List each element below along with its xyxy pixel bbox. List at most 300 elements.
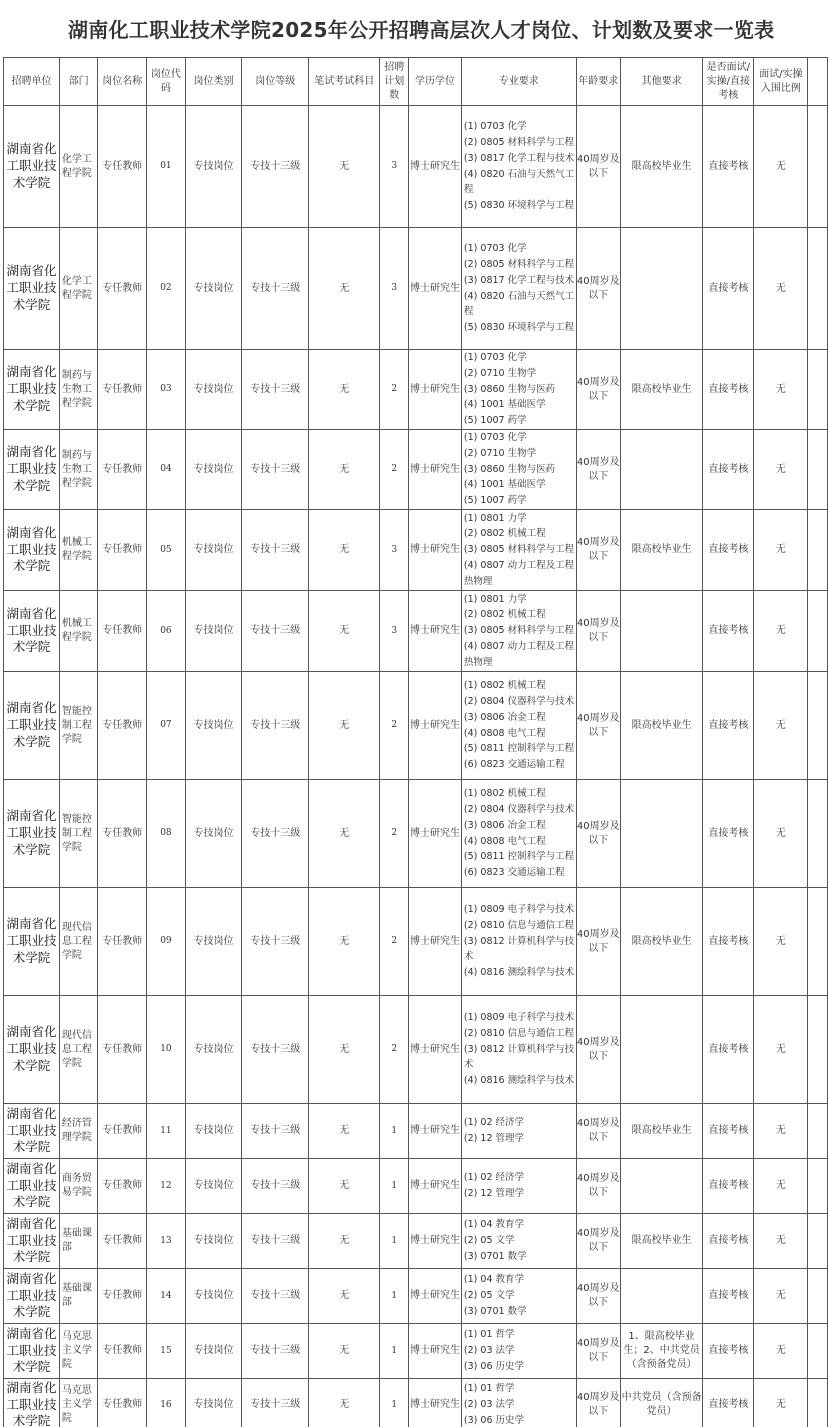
major-requirements-cell [461,888,576,996]
assess-cell: 直接考核 [703,672,754,780]
code-cell: 04 [147,430,185,510]
major-item: (3) 0701 数学 [463,1305,527,1317]
table-row [4,228,828,350]
level-cell: 专技十三级 [242,591,309,672]
ratio-cell: 无 [754,1324,808,1379]
major-item: (2) 03 法学 [463,1345,515,1357]
unit-cell: 湖南省化工职业技术学院 [4,106,60,228]
major-item: (1) 0809 电子科学与技术 [463,904,575,916]
major-item: (2) 05 文学 [463,1290,515,1302]
assess-cell: 直接考核 [703,228,754,350]
category-cell: 专技岗位 [185,1214,242,1269]
major-item: (3) 0805 材料科学与工程 [463,544,575,556]
major-item: (2) 0710 生物学 [463,447,537,459]
dept-cell: 机械工程学院 [59,591,97,672]
age-cell: 40周岁及以下 [576,228,620,350]
major-item: (2) 0804 仪器科学与技术 [463,696,575,708]
major-item: (1) 0802 机械工程 [463,680,546,692]
count-cell: 1 [380,1269,409,1324]
major-item: (1) 02 经济学 [463,1117,525,1129]
degree-cell: 博士研究生 [409,888,462,996]
age-cell: 40周岁及以下 [576,780,620,888]
level-cell: 专技十三级 [242,1269,309,1324]
count-cell: 2 [380,780,409,888]
degree-cell: 博士研究生 [409,1214,462,1269]
count-cell: 1 [380,1214,409,1269]
other-cell: 限高校毕业生 [620,510,702,591]
other-cell [620,1269,702,1324]
unit-cell: 湖南省化工职业技术学院 [4,1379,60,1427]
other-cell: 限高校毕业生 [620,106,702,228]
major-requirements-cell [461,996,576,1104]
assess-cell: 直接考核 [703,1104,754,1159]
post-cell: 专任教师 [98,1379,147,1427]
unit-cell: 湖南省化工职业技术学院 [4,228,60,350]
major-item: (5) 0811 控制科学与工程 [463,743,575,755]
level-cell: 专技十三级 [242,1104,309,1159]
cropped-edge-cell [808,996,828,1104]
ratio-cell: 无 [754,780,808,888]
assess-cell: 直接考核 [703,510,754,591]
category-cell: 专技岗位 [185,996,242,1104]
major-item: (4) 1001 基础医学 [463,399,546,411]
category-cell: 专技岗位 [185,510,242,591]
unit-cell: 湖南省化工职业技术学院 [4,1324,60,1379]
category-cell: 专技岗位 [185,350,242,430]
cropped-edge-cell [808,672,828,780]
post-cell: 专任教师 [98,1269,147,1324]
dept-cell: 制药与生物工程学院 [59,430,97,510]
code-cell: 01 [147,106,185,228]
recruitment-table [3,57,828,1427]
unit-cell: 湖南省化工职业技术学院 [4,1269,60,1324]
column-header: 面试/实操入围比例 [754,58,808,106]
post-cell: 专任教师 [98,1104,147,1159]
post-cell: 专任教师 [98,510,147,591]
ratio-cell: 无 [754,1214,808,1269]
table-row [4,591,828,672]
category-cell: 专技岗位 [185,1159,242,1214]
count-cell: 2 [380,888,409,996]
major-item: (4) 1001 基础医学 [463,479,546,491]
cropped-edge-cell [808,780,828,888]
exam-cell: 无 [309,672,380,780]
major-requirements-cell [461,1379,576,1427]
code-cell: 05 [147,510,185,591]
age-cell: 40周岁及以下 [576,106,620,228]
degree-cell: 博士研究生 [409,1324,462,1379]
column-header [808,58,828,106]
category-cell: 专技岗位 [185,1379,242,1427]
count-cell: 1 [380,1379,409,1427]
exam-cell: 无 [309,510,380,591]
cropped-edge-cell [808,591,828,672]
post-cell: 专任教师 [98,591,147,672]
age-cell: 40周岁及以下 [576,510,620,591]
major-item: (4) 0808 电气工程 [463,835,546,847]
cropped-edge-cell [808,1379,828,1427]
unit-cell: 湖南省化工职业技术学院 [4,1159,60,1214]
major-item: (2) 0804 仪器科学与技术 [463,804,575,816]
exam-cell: 无 [309,228,380,350]
column-header: 是否面试/实操/直接考核 [703,58,754,106]
degree-cell: 博士研究生 [409,228,462,350]
level-cell: 专技十三级 [242,510,309,591]
exam-cell: 无 [309,1269,380,1324]
ratio-cell: 无 [754,228,808,350]
exam-cell: 无 [309,1214,380,1269]
column-header: 岗位名称 [98,58,147,106]
count-cell: 3 [380,591,409,672]
count-cell: 3 [380,510,409,591]
major-item: (2) 0805 材料科学与工程 [463,137,575,149]
dept-cell: 智能控制工程学院 [59,780,97,888]
cropped-edge-cell [808,1159,828,1214]
major-requirements-cell [461,430,576,510]
exam-cell: 无 [309,430,380,510]
major-item: (2) 0802 机械工程 [463,609,546,621]
code-cell: 11 [147,1104,185,1159]
code-cell: 15 [147,1324,185,1379]
post-cell: 专任教师 [98,106,147,228]
age-cell: 40周岁及以下 [576,1269,620,1324]
assess-cell: 直接考核 [703,1324,754,1379]
code-cell: 06 [147,591,185,672]
assess-cell: 直接考核 [703,1379,754,1427]
table-row [4,106,828,228]
exam-cell: 无 [309,1104,380,1159]
age-cell: 40周岁及以下 [576,1379,620,1427]
cropped-edge-cell [808,888,828,996]
major-requirements-cell [461,1269,576,1324]
assess-cell: 直接考核 [703,1269,754,1324]
level-cell: 专技十三级 [242,1214,309,1269]
post-cell: 专任教师 [98,430,147,510]
assess-cell: 直接考核 [703,430,754,510]
major-item: (4) 0807 动力工程及工程热物理 [463,559,575,587]
major-item: (3) 0812 计算机科学与技术 [463,935,575,963]
degree-cell: 博士研究生 [409,672,462,780]
column-header: 笔试考试科目 [309,58,380,106]
major-item: (2) 03 法学 [463,1399,515,1411]
post-cell: 专任教师 [98,1214,147,1269]
major-item: (4) 0820 石油与天然气工程 [463,168,575,196]
column-header: 岗位等级 [242,58,309,106]
age-cell: 40周岁及以下 [576,350,620,430]
ratio-cell: 无 [754,510,808,591]
age-cell: 40周岁及以下 [576,591,620,672]
assess-cell: 直接考核 [703,780,754,888]
category-cell: 专技岗位 [185,106,242,228]
major-requirements-cell [461,1104,576,1159]
major-item: (1) 04 教育学 [463,1274,525,1286]
dept-cell: 基础课部 [59,1269,97,1324]
age-cell: 40周岁及以下 [576,1324,620,1379]
category-cell: 专技岗位 [185,1269,242,1324]
cropped-edge-cell [808,1324,828,1379]
count-cell: 2 [380,996,409,1104]
exam-cell: 无 [309,780,380,888]
major-item: (4) 0807 动力工程及工程热物理 [463,640,575,668]
exam-cell: 无 [309,888,380,996]
major-item: (4) 0816 测绘科学与技术 [463,967,575,978]
exam-cell: 无 [309,106,380,228]
major-requirements-cell [461,672,576,780]
cropped-edge-cell [808,1269,828,1324]
count-cell: 3 [380,106,409,228]
exam-cell: 无 [309,1159,380,1214]
table-row [4,1379,828,1427]
table-row [4,888,828,996]
major-item: (3) 0805 材料科学与工程 [463,625,575,637]
major-item: (2) 0710 生物学 [463,367,537,379]
age-cell: 40周岁及以下 [576,1214,620,1269]
major-item: (3) 0860 生物与医药 [463,463,556,475]
major-item: (1) 0703 化学 [463,243,527,255]
degree-cell: 博士研究生 [409,1269,462,1324]
dept-cell: 马克思主义学院 [59,1379,97,1427]
exam-cell: 无 [309,591,380,672]
other-cell [620,780,702,888]
column-header: 专业要求 [461,58,576,106]
code-cell: 09 [147,888,185,996]
post-cell: 专任教师 [98,350,147,430]
cropped-edge-cell [808,106,828,228]
ratio-cell: 无 [754,430,808,510]
exam-cell: 无 [309,1379,380,1427]
cropped-edge-cell [808,228,828,350]
major-item: (1) 0703 化学 [463,352,527,364]
column-header: 部门 [59,58,97,106]
assess-cell: 直接考核 [703,106,754,228]
major-item: (4) 0820 石油与天然气工程 [463,290,575,318]
major-item: (2) 05 文学 [463,1235,515,1247]
table-row [4,996,828,1104]
table-row [4,1104,828,1159]
table-row [4,510,828,591]
ratio-cell: 无 [754,1269,808,1324]
code-cell: 07 [147,672,185,780]
major-item: (3) 0701 数学 [463,1250,527,1262]
major-item: (6) 0823 交通运输工程 [463,866,565,878]
degree-cell: 博士研究生 [409,780,462,888]
major-requirements-cell [461,1214,576,1269]
column-header: 年龄要求 [576,58,620,106]
unit-cell: 湖南省化工职业技术学院 [4,430,60,510]
table-row [4,1159,828,1214]
other-cell [620,591,702,672]
degree-cell: 博士研究生 [409,1104,462,1159]
other-cell: 限高校毕业生 [620,350,702,430]
other-cell [620,996,702,1104]
level-cell: 专技十三级 [242,228,309,350]
unit-cell: 湖南省化工职业技术学院 [4,672,60,780]
major-item: (5) 0830 环境科学与工程 [463,199,575,211]
code-cell: 08 [147,780,185,888]
major-item: (1) 0802 机械工程 [463,788,546,800]
cropped-edge-cell [808,350,828,430]
age-cell: 40周岁及以下 [576,672,620,780]
other-cell: 中共党员（含预备党员） [620,1379,702,1427]
table-row [4,1269,828,1324]
degree-cell: 博士研究生 [409,106,462,228]
unit-cell: 湖南省化工职业技术学院 [4,591,60,672]
major-item: (4) 0808 电气工程 [463,727,546,739]
exam-cell: 无 [309,996,380,1104]
count-cell: 2 [380,672,409,780]
major-item: (1) 0801 力学 [463,512,527,524]
major-item: (1) 01 哲学 [463,1383,515,1395]
assess-cell: 直接考核 [703,888,754,996]
other-cell: 1、限高校毕业生；2、中共党员（含预备党员） [620,1324,702,1379]
column-header: 岗位类别 [185,58,242,106]
level-cell: 专技十三级 [242,1159,309,1214]
category-cell: 专技岗位 [185,1104,242,1159]
major-item: (3) 0817 化学工程与技术 [463,274,575,286]
major-item: (3) 06 历史学 [463,1414,525,1426]
degree-cell: 博士研究生 [409,430,462,510]
post-cell: 专任教师 [98,672,147,780]
level-cell: 专技十三级 [242,996,309,1104]
exam-cell: 无 [309,350,380,430]
major-item: (1) 0703 化学 [463,121,527,133]
ratio-cell: 无 [754,1104,808,1159]
level-cell: 专技十三级 [242,672,309,780]
ratio-cell: 无 [754,350,808,430]
column-header: 招聘单位 [4,58,60,106]
major-item: (2) 0805 材料科学与工程 [463,259,575,271]
age-cell: 40周岁及以下 [576,996,620,1104]
category-cell: 专技岗位 [185,888,242,996]
code-cell: 03 [147,350,185,430]
table-row [4,1324,828,1379]
degree-cell: 博士研究生 [409,350,462,430]
exam-cell: 无 [309,1324,380,1379]
post-cell: 专任教师 [98,780,147,888]
degree-cell: 博士研究生 [409,591,462,672]
unit-cell: 湖南省化工职业技术学院 [4,350,60,430]
age-cell: 40周岁及以下 [576,1104,620,1159]
category-cell: 专技岗位 [185,1324,242,1379]
column-header: 学历学位 [409,58,462,106]
level-cell: 专技十三级 [242,430,309,510]
degree-cell: 博士研究生 [409,510,462,591]
level-cell: 专技十三级 [242,888,309,996]
other-cell: 限高校毕业生 [620,888,702,996]
table-row [4,430,828,510]
cropped-edge-cell [808,510,828,591]
category-cell: 专技岗位 [185,430,242,510]
document-title: 湖南化工职业技术学院2025年公开招聘高层次人才岗位、计划数及要求一览表 [68,18,775,42]
ratio-cell: 无 [754,591,808,672]
major-requirements-cell [461,1324,576,1379]
major-requirements-cell [461,350,576,430]
ratio-cell: 无 [754,1379,808,1427]
level-cell: 专技十三级 [242,1379,309,1427]
major-requirements-cell [461,228,576,350]
major-item: (2) 0810 信息与通信工程 [463,1027,575,1039]
major-item: (5) 0830 环境科学与工程 [463,321,575,333]
dept-cell: 制药与生物工程学院 [59,350,97,430]
category-cell: 专技岗位 [185,228,242,350]
age-cell: 40周岁及以下 [576,430,620,510]
major-item: (5) 0811 控制科学与工程 [463,851,575,863]
count-cell: 1 [380,1104,409,1159]
assess-cell: 直接考核 [703,1214,754,1269]
age-cell: 40周岁及以下 [576,888,620,996]
major-requirements-cell [461,1159,576,1214]
dept-cell: 基础课部 [59,1214,97,1269]
major-item: (2) 12 管理学 [463,1133,525,1144]
table-row [4,672,828,780]
major-requirements-cell [461,106,576,228]
unit-cell: 湖南省化工职业技术学院 [4,1104,60,1159]
major-requirements-cell [461,510,576,591]
dept-cell: 化学工程学院 [59,106,97,228]
count-cell: 2 [380,350,409,430]
cropped-edge-cell [808,430,828,510]
assess-cell: 直接考核 [703,591,754,672]
level-cell: 专技十三级 [242,350,309,430]
category-cell: 专技岗位 [185,780,242,888]
dept-cell: 马克思主义学院 [59,1324,97,1379]
code-cell: 02 [147,228,185,350]
major-item: (3) 0817 化学工程与技术 [463,152,575,164]
level-cell: 专技十三级 [242,780,309,888]
unit-cell: 湖南省化工职业技术学院 [4,888,60,996]
major-item: (5) 1007 药学 [463,495,527,506]
unit-cell: 湖南省化工职业技术学院 [4,996,60,1104]
dept-cell: 商务贸易学院 [59,1159,97,1214]
other-cell: 限高校毕业生 [620,1104,702,1159]
table-row [4,350,828,430]
degree-cell: 博士研究生 [409,1159,462,1214]
level-cell: 专技十三级 [242,1324,309,1379]
post-cell: 专任教师 [98,888,147,996]
other-cell [620,430,702,510]
cropped-edge-cell [808,1214,828,1269]
column-header: 其他要求 [620,58,702,106]
dept-cell: 现代信息工程学院 [59,996,97,1104]
ratio-cell: 无 [754,996,808,1104]
major-item: (3) 0860 生物与医药 [463,383,556,395]
assess-cell: 直接考核 [703,1159,754,1214]
table-row [4,780,828,888]
post-cell: 专任教师 [98,1159,147,1214]
other-cell: 限高校毕业生 [620,672,702,780]
count-cell: 1 [380,1324,409,1379]
code-cell: 13 [147,1214,185,1269]
other-cell [620,1159,702,1214]
major-item: (2) 0802 机械工程 [463,528,546,540]
dept-cell: 经济管理学院 [59,1104,97,1159]
dept-cell: 化学工程学院 [59,228,97,350]
major-item: (2) 12 管理学 [463,1188,525,1199]
unit-cell: 湖南省化工职业技术学院 [4,510,60,591]
code-cell: 14 [147,1269,185,1324]
major-item: (1) 0703 化学 [463,432,527,444]
code-cell: 12 [147,1159,185,1214]
column-header: 岗位代码 [147,58,185,106]
major-item: (3) 0812 计算机科学与技术 [463,1043,575,1071]
count-cell: 3 [380,228,409,350]
major-item: (1) 0809 电子科学与技术 [463,1012,575,1024]
post-cell: 专任教师 [98,228,147,350]
age-cell: 40周岁及以下 [576,1159,620,1214]
category-cell: 专技岗位 [185,591,242,672]
category-cell: 专技岗位 [185,672,242,780]
major-item: (3) 0806 冶金工程 [463,819,546,831]
